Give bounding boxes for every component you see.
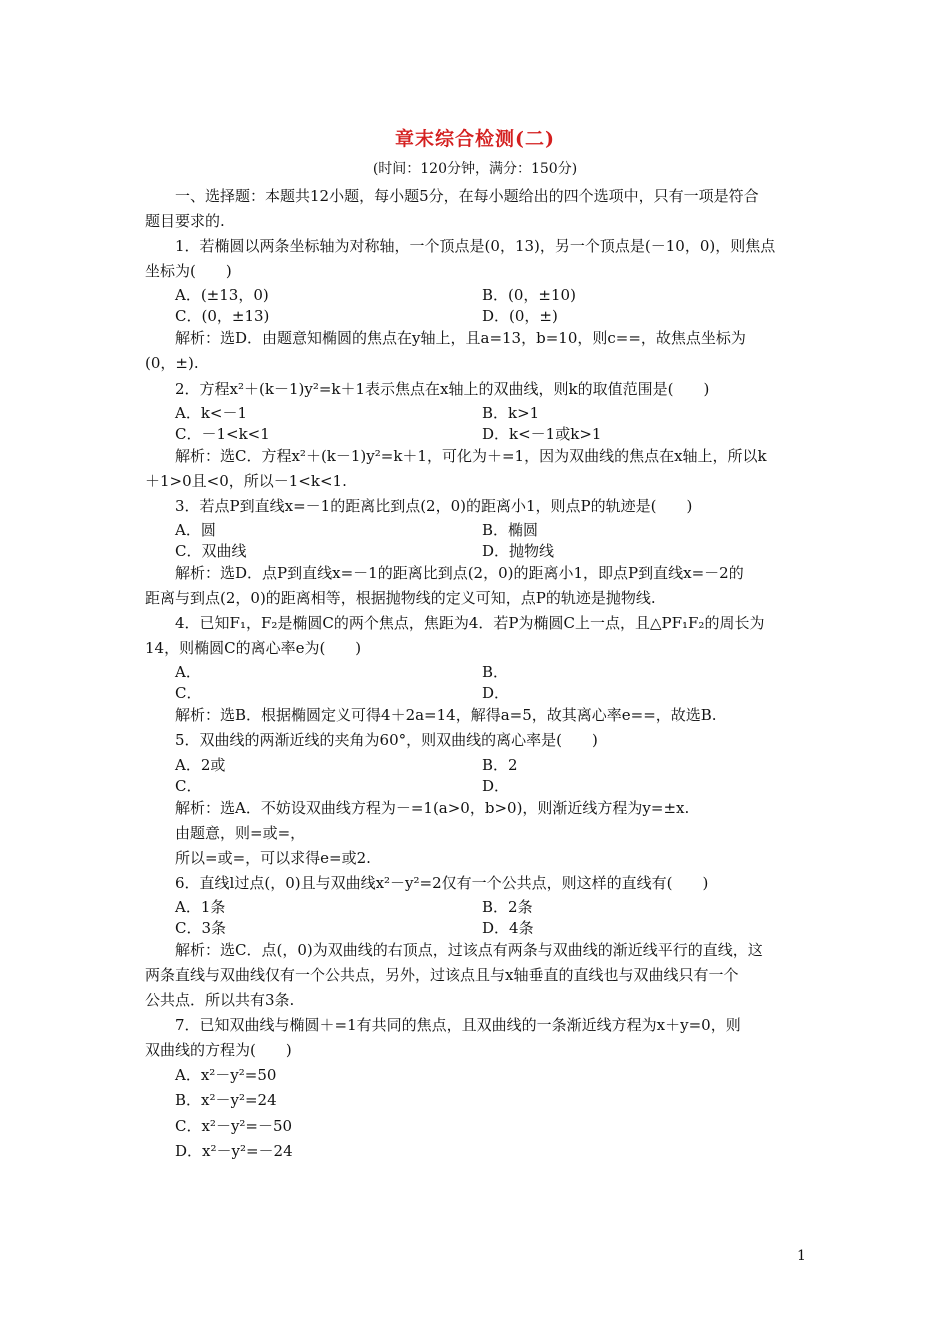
option-c: C．(0，±13) (175, 307, 270, 326)
section-heading: 一、选择题：本题共12小题，每小题5分，在每小题给出的四个选项中，只有一项是符合 (175, 187, 759, 205)
solution-4: 解析：选B．根据椭圆定义可得4＋2a=14，解得a=5，故其离心率e==，故选B. (175, 706, 717, 725)
options-row (145, 305, 810, 326)
option-d: D．x²－y²=－24 (175, 1141, 293, 1160)
solution-2: 解析：选C．方程x²＋(k－1)y²=k＋1，可化为＋=1，因为双曲线的焦点在x轴上，所以k (175, 446, 767, 465)
text-line: 题目要求的. (145, 212, 225, 231)
page-subtitle: (时间：120分钟，满分：150分) (372, 161, 578, 177)
option-b: B．k>1 (482, 403, 540, 422)
question-1: 1．若椭圆以两条坐标轴为对称轴，一个顶点是(0，13)，另一个顶点是(－10，0)，则焦点 (175, 237, 776, 256)
option-d: D．抛物线 (482, 541, 555, 560)
option-b: B．x²－y²=24 (175, 1091, 277, 1110)
text-line: 14，则椭圆C的离心率e为( ) (145, 639, 362, 658)
option-a: A．(±13，0) (175, 286, 269, 305)
option-c: C．－1<k<1 (175, 424, 270, 443)
text-line: 两条直线与双曲线仅有一个公共点，另外，过该点且与x轴垂直的直线也与双曲线只有一个 (145, 965, 739, 984)
option-d: D． (482, 776, 510, 795)
option-b: B．(0，±10) (482, 286, 576, 305)
question-3: 3．若点P到直线x=－1的距离比到点(2，0)的距离小1，则点P的轨迹是( ) (175, 496, 693, 515)
solution-3: 解析：选D．点P到直线x=－1的距离比到点(2，0)的距离小1，即点P到直线x=－2的 (175, 563, 744, 582)
option-a: A．圆 (175, 520, 216, 539)
options-row (145, 402, 810, 423)
text-line: 坐标为( ) (145, 262, 232, 281)
option-a: A．1条 (175, 897, 226, 916)
question-7: 7．已知双曲线与椭圆＋=1有共同的焦点，且双曲线的一条渐近线方程为x＋y=0，则 (175, 1016, 741, 1035)
page-number: 1 (797, 1248, 806, 1264)
text-line: ＋1>0且<0，所以－1<k<1. (145, 471, 347, 490)
options-row (145, 284, 810, 305)
text-line: 双曲线的方程为( ) (145, 1041, 292, 1060)
option-b: B．2 (482, 755, 518, 774)
option-c: C．3条 (175, 918, 227, 937)
option-c: C． (175, 776, 202, 795)
option-a: A．k<－1 (175, 403, 248, 422)
question-2: 2．方程x²＋(k－1)y²=k＋1表示焦点在x轴上的双曲线，则k的取值范围是( ) (175, 379, 710, 398)
options-row (145, 754, 810, 775)
option-d: D． (482, 684, 510, 703)
page-title: 章末综合检测(二) (395, 128, 555, 150)
document-body (145, 184, 810, 1164)
option-d: D．4条 (482, 918, 534, 937)
option-d: D．k<－1或k>1 (482, 424, 602, 443)
option-b: B． (482, 663, 509, 682)
options-row (145, 540, 810, 561)
solution-6: 解析：选C．点(，0)为双曲线的右顶点，过该点有两条与双曲线的渐近线平行的直线，这 (175, 940, 763, 959)
question-5: 5．双曲线的两渐近线的夹角为60°，则双曲线的离心率是( ) (175, 731, 598, 750)
option-b: B．2条 (482, 897, 533, 916)
text-line: 公共点．所以共有3条. (145, 991, 295, 1010)
text-line: 距离与到点(2，0)的距离相等，根据抛物线的定义可知，点P的轨迹是抛物线. (145, 589, 656, 608)
solution-1: 解析：选D．由题意知椭圆的焦点在y轴上，且a=13，b=10，则c==，故焦点坐标为 (175, 329, 746, 348)
option-a: A． (175, 663, 201, 682)
options-row (145, 917, 810, 938)
options-row (145, 775, 810, 796)
options-row (145, 896, 810, 917)
solution-5: 解析：选A．不妨设双曲线方程为－=1(a>0，b>0)，则渐近线方程为y=±x. (175, 798, 690, 817)
question-6: 6．直线l过点(，0)且与双曲线x²－y²=2仅有一个公共点，则这样的直线有( ) (175, 873, 709, 892)
option-d: D．(0，±) (482, 307, 558, 326)
question-4: 4．已知F₁，F₂是椭圆C的两个焦点，焦距为4．若P为椭圆C上一点，且△PF₁F₂的周长为 (175, 614, 765, 633)
options-row (145, 661, 810, 682)
option-c: C． (175, 684, 202, 703)
option-a: A．x²－y²=50 (175, 1066, 277, 1085)
text-line: 所以=或=，可以求得e=或2. (175, 848, 371, 867)
text-line: 由题意，则=或=， (175, 823, 306, 842)
option-c: C．x²－y²=－50 (175, 1116, 293, 1135)
text-line: (0，±). (145, 354, 199, 373)
option-b: B．椭圆 (482, 520, 539, 539)
options-row (145, 519, 810, 540)
option-c: C．双曲线 (175, 541, 247, 560)
options-row (145, 682, 810, 703)
option-a: A．2或 (175, 755, 226, 774)
options-row (145, 423, 810, 444)
